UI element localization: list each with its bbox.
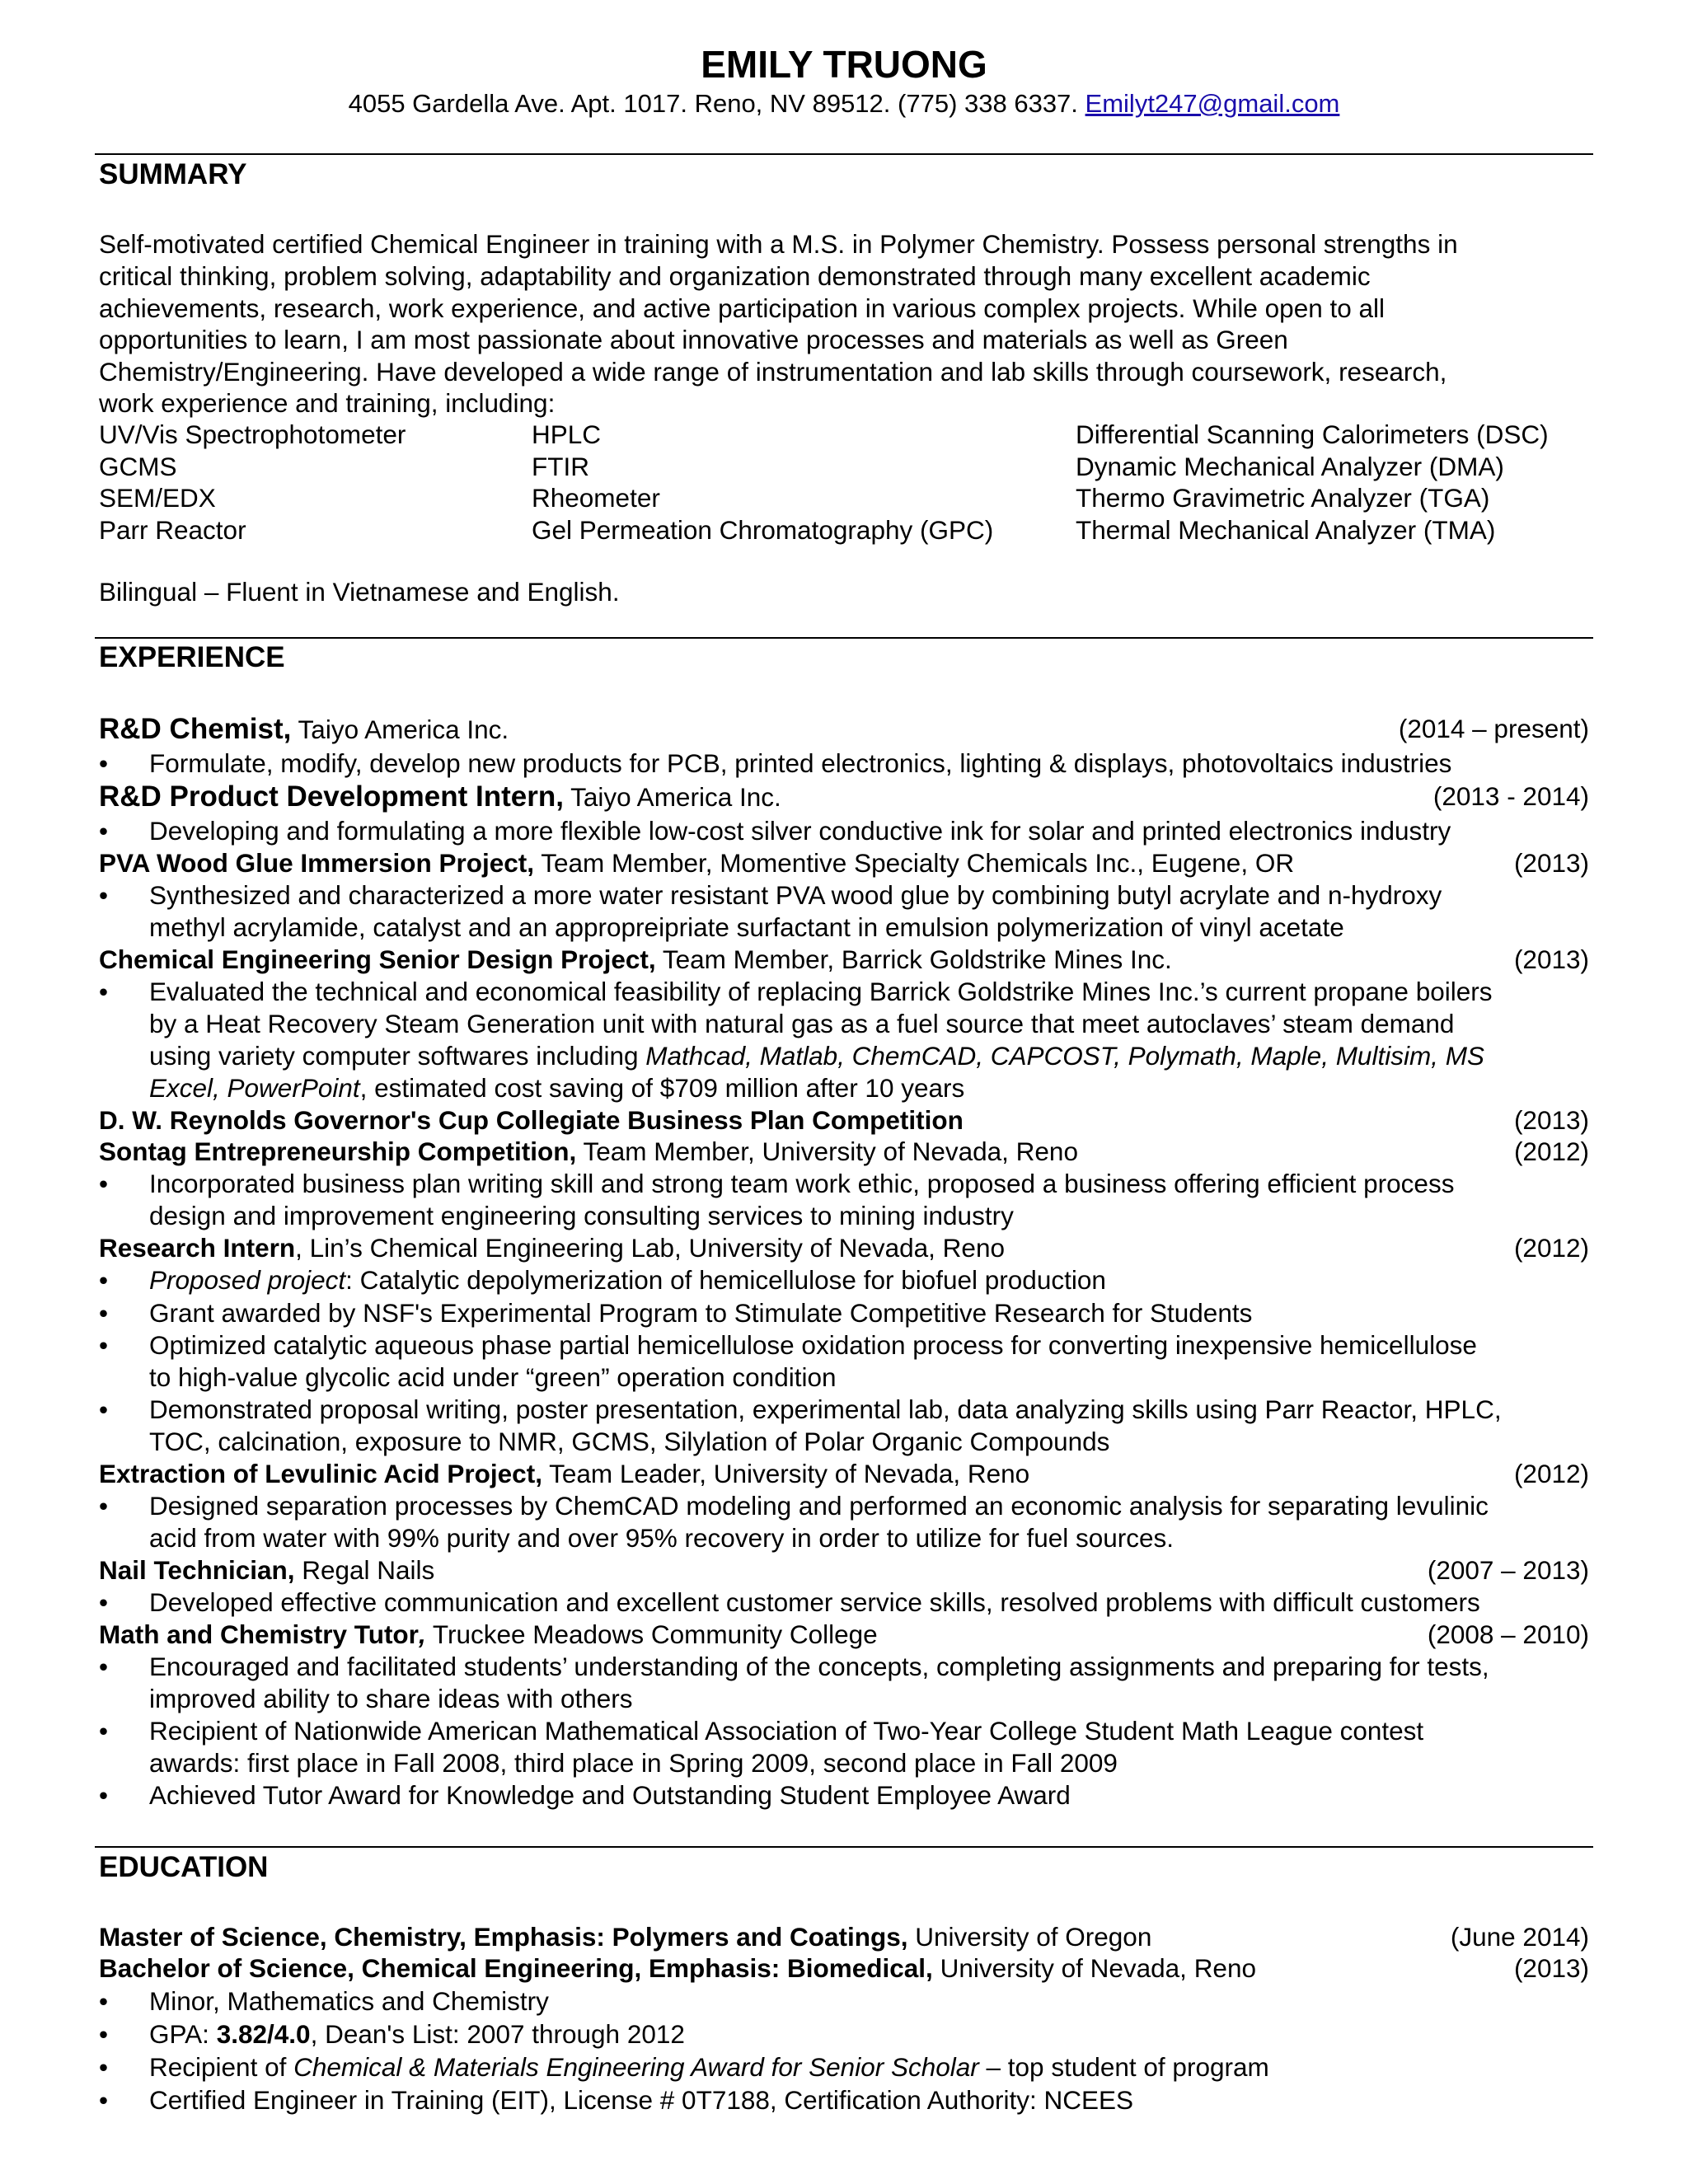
job-title: D. W. Reynolds Governor's Cup Collegiate Business Plan Competition — [99, 1105, 964, 1135]
job-title: Nail Technician, — [99, 1555, 295, 1585]
job-date: (2013) — [1513, 1105, 1589, 1135]
job-entry — [99, 1458, 1589, 1490]
bullet-text: Grant awarded by NSF's Experimental Program to Stimulate Competitive Research for Students — [149, 1298, 1253, 1328]
job-heading — [99, 1136, 1078, 1168]
bullet-text: Recipient of Nationwide American Mathematical Association of Two-Year College Student Math League contest — [149, 1716, 1424, 1746]
summary-heading: SUMMARY — [99, 158, 247, 190]
job-entry — [99, 1232, 1589, 1264]
instrument-item: GCMS — [99, 452, 177, 481]
job-date: (2012) — [1513, 1459, 1589, 1488]
job-org: , Lin’s Chemical Engineering Lab, University of Nevada, Reno — [295, 1233, 1005, 1263]
bullet-text: Synthesized and characterized a more water resistant PVA wood glue by combining butyl acrylate and n-hydroxy — [149, 880, 1442, 910]
experience-heading: EXPERIENCE — [99, 641, 285, 673]
award-name: Chemical & Materials Engineering Award for Senior Scholar — [293, 2052, 979, 2082]
bullet-text: Optimized catalytic aqueous phase partial hemicellulose oxidation process for converting inexpensive hemicellulose — [149, 1330, 1477, 1360]
bullet-icon: • — [99, 2052, 109, 2082]
job-entry — [99, 1136, 1589, 1168]
bullet-text: design and improvement engineering consulting services to mining industry — [149, 1201, 1014, 1230]
instrument-item: Dynamic Mechanical Analyzer (DMA) — [1076, 452, 1504, 481]
instrument-item: Parr Reactor — [99, 515, 246, 545]
job-entry — [99, 780, 1589, 813]
bullet-icon: • — [99, 1330, 109, 1360]
job-title: PVA Wood Glue Immersion Project, — [99, 848, 535, 878]
bullet-text: methyl acrylamide, catalyst and an appropreipriate surfactant in emulsion polymerization of vinyl acetate — [149, 912, 1344, 942]
job-title: Extraction of Levulinic Acid Project, — [99, 1459, 542, 1488]
bullet-icon: • — [99, 1716, 109, 1746]
bullet-text-part: – top student of program — [978, 2052, 1269, 2082]
summary-line: Self-motivated certified Chemical Engineer in training with a M.S. in Polymer Chemistry. Possess personal strengths in — [99, 229, 1458, 259]
job-org: Team Member, Momentive Specialty Chemicals Inc., Eugene, OR — [534, 848, 1295, 878]
bullet-text — [149, 2051, 1269, 2083]
bullet-text-part: using variety computer softwares including — [149, 1041, 646, 1071]
job-entry — [99, 847, 1589, 879]
job-heading — [99, 1458, 1029, 1490]
job-org: Truckee Meadows Community College — [425, 1619, 878, 1649]
bullet-text: to high-value glycolic acid under “green” operation condition — [149, 1362, 837, 1392]
bullet-text: Certified Engineer in Training (EIT), License # 0T7188, Certification Authority: NCEES — [149, 2085, 1134, 2115]
instrument-item: Gel Permeation Chromatography (GPC) — [532, 515, 994, 545]
bullet-icon: • — [99, 1169, 109, 1198]
job-org: Taiyo America Inc. — [563, 782, 781, 812]
education-heading: EDUCATION — [99, 1851, 269, 1883]
job-heading — [99, 847, 1294, 879]
bullet-text — [149, 2018, 685, 2050]
degree-date: (June 2014) — [1450, 1922, 1589, 1952]
software-list: Excel, PowerPoint — [149, 1073, 360, 1103]
job-date: (2012) — [1513, 1233, 1589, 1263]
contact-line — [0, 87, 1688, 120]
job-date: (2013 - 2014) — [1432, 781, 1589, 811]
bullet-icon: • — [99, 1986, 109, 2016]
section-divider — [95, 153, 1593, 155]
degree-heading — [99, 1952, 1256, 1985]
bullet-text: Evaluated the technical and economical feasibility of replacing Barrick Goldstrike Mines Inc.’s current propane boilers — [149, 977, 1493, 1006]
instrument-item: Thermo Gravimetric Analyzer (TGA) — [1076, 483, 1490, 513]
bullet-icon: • — [99, 1587, 109, 1617]
summary-line: achievements, research, work experience, and active participation in various complex projects. While open to all — [99, 293, 1386, 323]
job-title: Research Intern — [99, 1233, 296, 1263]
job-date: (2014 – present) — [1398, 714, 1589, 743]
bullet-icon: • — [99, 1298, 109, 1328]
bullet-text: Incorporated business plan writing skill and strong team work ethic, proposed a business offering efficient process — [149, 1169, 1455, 1198]
job-org: Team Member, Barrick Goldstrike Mines Inc. — [655, 944, 1172, 974]
bullet-text — [149, 1040, 1484, 1072]
degree-school: University of Oregon — [907, 1922, 1152, 1952]
bullet-text-part: , estimated cost saving of $709 million after 10 years — [359, 1073, 965, 1103]
instrument-item: Rheometer — [532, 483, 660, 513]
bullet-text-part: GPA: — [149, 2019, 217, 2049]
bullet-icon: • — [99, 1394, 109, 1424]
bullet-text-part: : Catalytic depolymerization of hemicellulose for biofuel production — [345, 1265, 1106, 1295]
degree-entry — [99, 1952, 1589, 1985]
job-title-comma: , — [418, 1619, 426, 1649]
bullet-icon: • — [99, 1491, 109, 1521]
section-divider — [95, 1846, 1593, 1848]
job-entry — [99, 944, 1589, 976]
summary-line: critical thinking, problem solving, adaptability and organization demonstrated through many excellent academic — [99, 261, 1371, 291]
bullet-text — [149, 1072, 964, 1104]
instrument-item: Thermal Mechanical Analyzer (TMA) — [1076, 515, 1496, 545]
degree-heading — [99, 1921, 1151, 1953]
bullet-text: Minor, Mathematics and Chemistry — [149, 1986, 549, 2016]
job-heading — [99, 1232, 1005, 1264]
bullet-text: by a Heat Recovery Steam Generation unit with natural gas as a fuel source that meet autoclaves’ steam demand — [149, 1009, 1455, 1038]
contact-address: 4055 Gardella Ave. Apt. 1017. Reno, NV 89512. (775) 338 6337. — [348, 89, 1078, 118]
degree-entry — [99, 1921, 1589, 1953]
job-org: Team Member, University of Nevada, Reno — [576, 1137, 1078, 1166]
degree-title: Master of Science, Chemistry, Emphasis: Polymers and Coatings, — [99, 1922, 908, 1952]
job-date: (2007 – 2013) — [1427, 1555, 1589, 1585]
instrument-item: FTIR — [532, 452, 589, 481]
section-divider — [95, 637, 1593, 639]
bullet-text: Developed effective communication and excellent customer service skills, resolved problems with difficult customers — [149, 1587, 1480, 1617]
degree-title: Bachelor of Science, Chemical Engineering, Emphasis: Biomedical, — [99, 1953, 933, 1983]
bullet-text: Achieved Tutor Award for Knowledge and Outstanding Student Employee Award — [149, 1780, 1071, 1810]
instrument-item: Differential Scanning Calorimeters (DSC) — [1076, 419, 1549, 449]
bullet-text: TOC, calcination, exposure to NMR, GCMS, Silylation of Polar Organic Compounds — [149, 1427, 1110, 1456]
job-date: (2013) — [1513, 848, 1589, 878]
software-list: Mathcad, Matlab, ChemCAD, CAPCOST, Polymath, Maple, Multisim, MS — [645, 1041, 1484, 1071]
bullet-text: improved ability to share ideas with others — [149, 1684, 633, 1713]
instrument-item: SEM/EDX — [99, 483, 216, 513]
job-title: Math and Chemistry Tutor — [99, 1619, 419, 1649]
job-entry — [99, 1554, 1589, 1586]
bullet-icon: • — [99, 1652, 109, 1681]
degree-date: (2013) — [1513, 1953, 1589, 1983]
job-entry — [99, 1104, 1589, 1137]
job-date: (2013) — [1513, 944, 1589, 974]
bullet-text-part: , Dean's List: 2007 through 2012 — [310, 2019, 685, 2049]
job-org: Regal Nails — [294, 1555, 435, 1585]
bullet-icon: • — [99, 1780, 109, 1810]
job-title: Sontag Entrepreneurship Competition, — [99, 1137, 577, 1166]
email-link[interactable]: Emilyt247@gmail.com — [1085, 89, 1340, 118]
bilingual-line: Bilingual – Fluent in Vietnamese and English. — [99, 577, 620, 607]
bullet-text — [149, 1264, 1106, 1296]
bullet-label: Proposed project — [149, 1265, 346, 1295]
job-org: Team Leader, University of Nevada, Reno — [542, 1459, 1030, 1488]
gpa-value: 3.82/4.0 — [216, 2019, 311, 2049]
bullet-icon: • — [99, 816, 109, 846]
bullet-icon: • — [99, 977, 109, 1006]
job-heading — [99, 1554, 434, 1586]
bullet-icon: • — [99, 748, 109, 778]
job-title: R&D Chemist, — [99, 713, 292, 745]
job-date: (2012) — [1513, 1137, 1589, 1166]
bullet-icon: • — [99, 2085, 109, 2115]
bullet-icon: • — [99, 2019, 109, 2049]
job-heading — [99, 1619, 878, 1651]
degree-school: University of Nevada, Reno — [932, 1953, 1256, 1983]
bullet-text-part: Recipient of — [149, 2052, 294, 2082]
resume-name: EMILY TRUONG — [701, 43, 987, 86]
bullet-text: awards: first place in Fall 2008, third place in Spring 2009, second place in Fall 2009 — [149, 1748, 1118, 1778]
job-heading — [99, 713, 509, 746]
instrument-item: UV/Vis Spectrophotometer — [99, 419, 406, 449]
instrument-item: HPLC — [532, 419, 602, 449]
bullet-text: Encouraged and facilitated students’ understanding of the concepts, completing assignments and preparing for tests, — [149, 1652, 1489, 1681]
bullet-text: acid from water with 99% purity and over 95% recovery in order to utilize for fuel sources. — [149, 1523, 1175, 1553]
job-title: R&D Product Development Intern, — [99, 780, 564, 813]
summary-line: work experience and training, including: — [99, 388, 556, 418]
bullet-text: Designed separation processes by ChemCAD modeling and performed an economic analysis for separating levulinic — [149, 1491, 1489, 1521]
job-heading — [99, 944, 1172, 976]
summary-line: opportunities to learn, I am most passionate about innovative processes and materials as well as Green — [99, 325, 1288, 354]
job-org: Taiyo America Inc. — [291, 715, 509, 744]
job-entry — [99, 1619, 1589, 1651]
job-entry — [99, 713, 1589, 746]
bullet-text: Developing and formulating a more flexible low-cost silver conductive ink for solar and printed electronics industry — [149, 816, 1451, 846]
summary-line: Chemistry/Engineering. Have developed a wide range of instrumentation and lab skills through coursework, research, — [99, 357, 1447, 387]
bullet-icon: • — [99, 1265, 109, 1295]
bullet-text: Demonstrated proposal writing, poster presentation, experimental lab, data analyzing skills using Parr Reactor, HPLC, — [149, 1394, 1502, 1424]
job-heading — [99, 780, 781, 813]
job-date: (2008 – 2010) — [1427, 1619, 1589, 1649]
job-title: Chemical Engineering Senior Design Project, — [99, 944, 656, 974]
bullet-icon: • — [99, 880, 109, 910]
bullet-text: Formulate, modify, develop new products for PCB, printed electronics, lighting & displays, photovoltaics industries — [149, 748, 1452, 778]
